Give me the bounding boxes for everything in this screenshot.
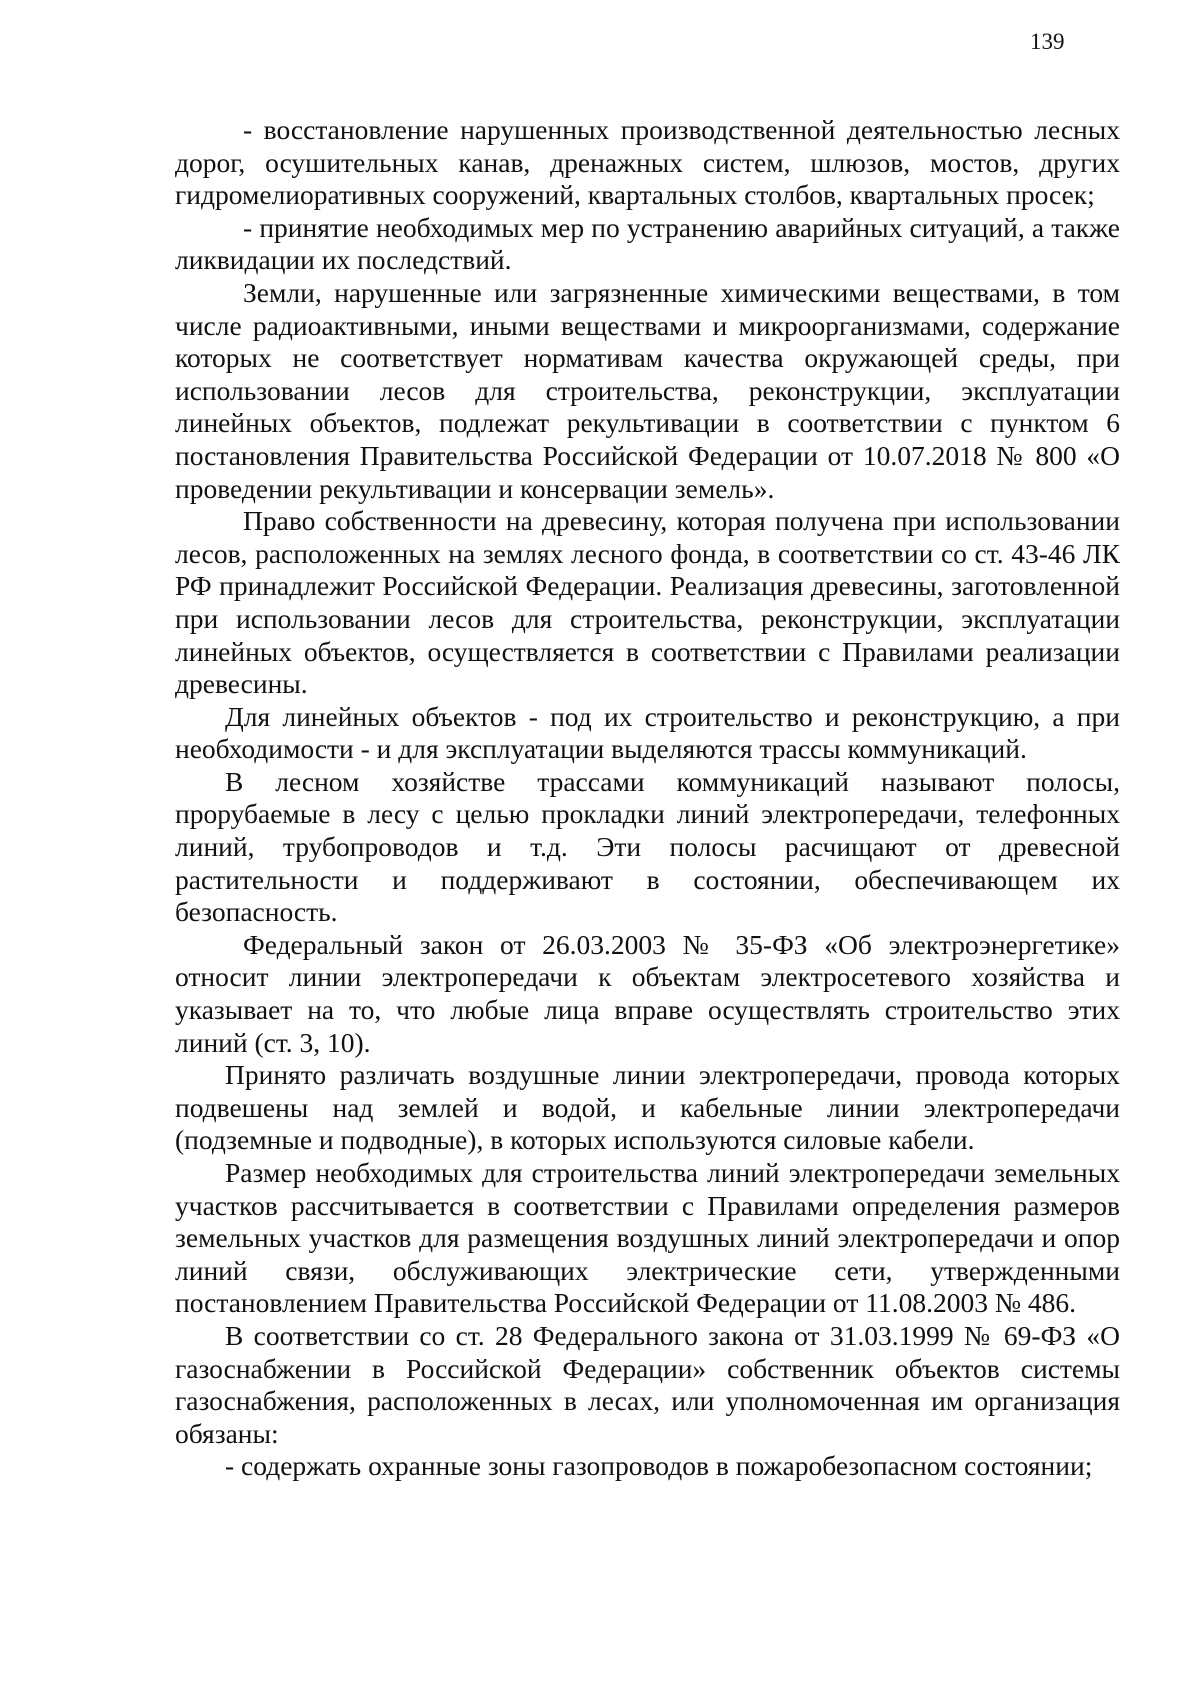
paragraph-list-item: - содержать охранные зоны газопроводов в пожаробезопасном состоянии; — [225, 1450, 1093, 1482]
paragraph: Право собственности на древесину, которая получена при использовании лесов, расположенных на землях лесного фонда, в соответствии со ст. 43-46 ЛК РФ принадлежит Российской Федерации. Реализация древесины, заготовленной при использовании лесов для строительства, реконструкции, эксплуатации линейных объектов, осуществляется в соответствии с Правилами реализации древесины. — [175, 505, 1120, 700]
paragraph: Для линейных объектов - под их строительство и реконструкцию, а при необходимости - и для эксплуатации выделяются трассы коммуникаций. — [175, 700, 1120, 765]
paragraph: В лесном хозяйстве трассами коммуникаций называют полосы, прорубаемые в лесу с целью прокладки линий электропередачи, телефонных линий, трубопроводов и т.д. Эти полосы расчищают от древесной растительности и поддерживают в состоянии, обеспечивающем их безопасность. — [175, 765, 1120, 928]
paragraph: Федеральный закон от 26.03.2003 № 35-ФЗ «Об электроэнергетике» относит линии электропередачи к объектам электросетевого хозяйства и указывает на то, что любые лица вправе осуществлять строительство этих линий (ст. 3, 10). — [175, 928, 1120, 1058]
paragraph: Земли, нарушенные или загрязненные химическими веществами, в том числе радиоактивными, иными веществами и микроорганизмами, содержание которых не соответствует нормативам качества окружающей среды, при использовании лесов для строительства, реконструкции, эксплуатации линейных объектов, подлежат рекультивации в соответствии с пунктом 6 постановления Правительства Российской Федерации от 10.07.2018 № 800 «О проведении рекультивации и консервации земель». — [175, 276, 1120, 504]
paragraph-list-item: - восстановление нарушенных производственной деятельностью лесных дорог, осушительных канав, дренажных систем, шлюзов, мостов, других гидромелиоративных сооружений, квартальных столбов, квартальных просек; — [175, 114, 1120, 211]
page-number: 139 — [1030, 29, 1065, 54]
document-body — [175, 114, 1120, 1483]
paragraph: Размер необходимых для строительства линий электропередачи земельных участков рассчитывается в соответствии с Правилами определения размеров земельных участков для размещения воздушных линий электропередачи и опор линий связи, обслуживающих электрические сети, утвержденными постановлением Правительства Российской Федерации от 11.08.2003 № 486. — [175, 1157, 1120, 1319]
paragraph: В соответствии со ст. 28 Федерального закона от 31.03.1999 № 69-ФЗ «О газоснабжении в Российской Федерации» собственник объектов системы газоснабжения, расположенных в лесах, или уполномоченная им организация обязаны: — [175, 1319, 1120, 1449]
paragraph-list-item: - принятие необходимых мер по устранению аварийных ситуаций, а также ликвидации их последствий. — [175, 211, 1120, 276]
paragraph: Принято различать воздушные линии электропередачи, провода которых подвешены над землей и водой, и кабельные линии электропередачи (подземные и подводные), в которых используются силовые кабели. — [175, 1059, 1120, 1156]
